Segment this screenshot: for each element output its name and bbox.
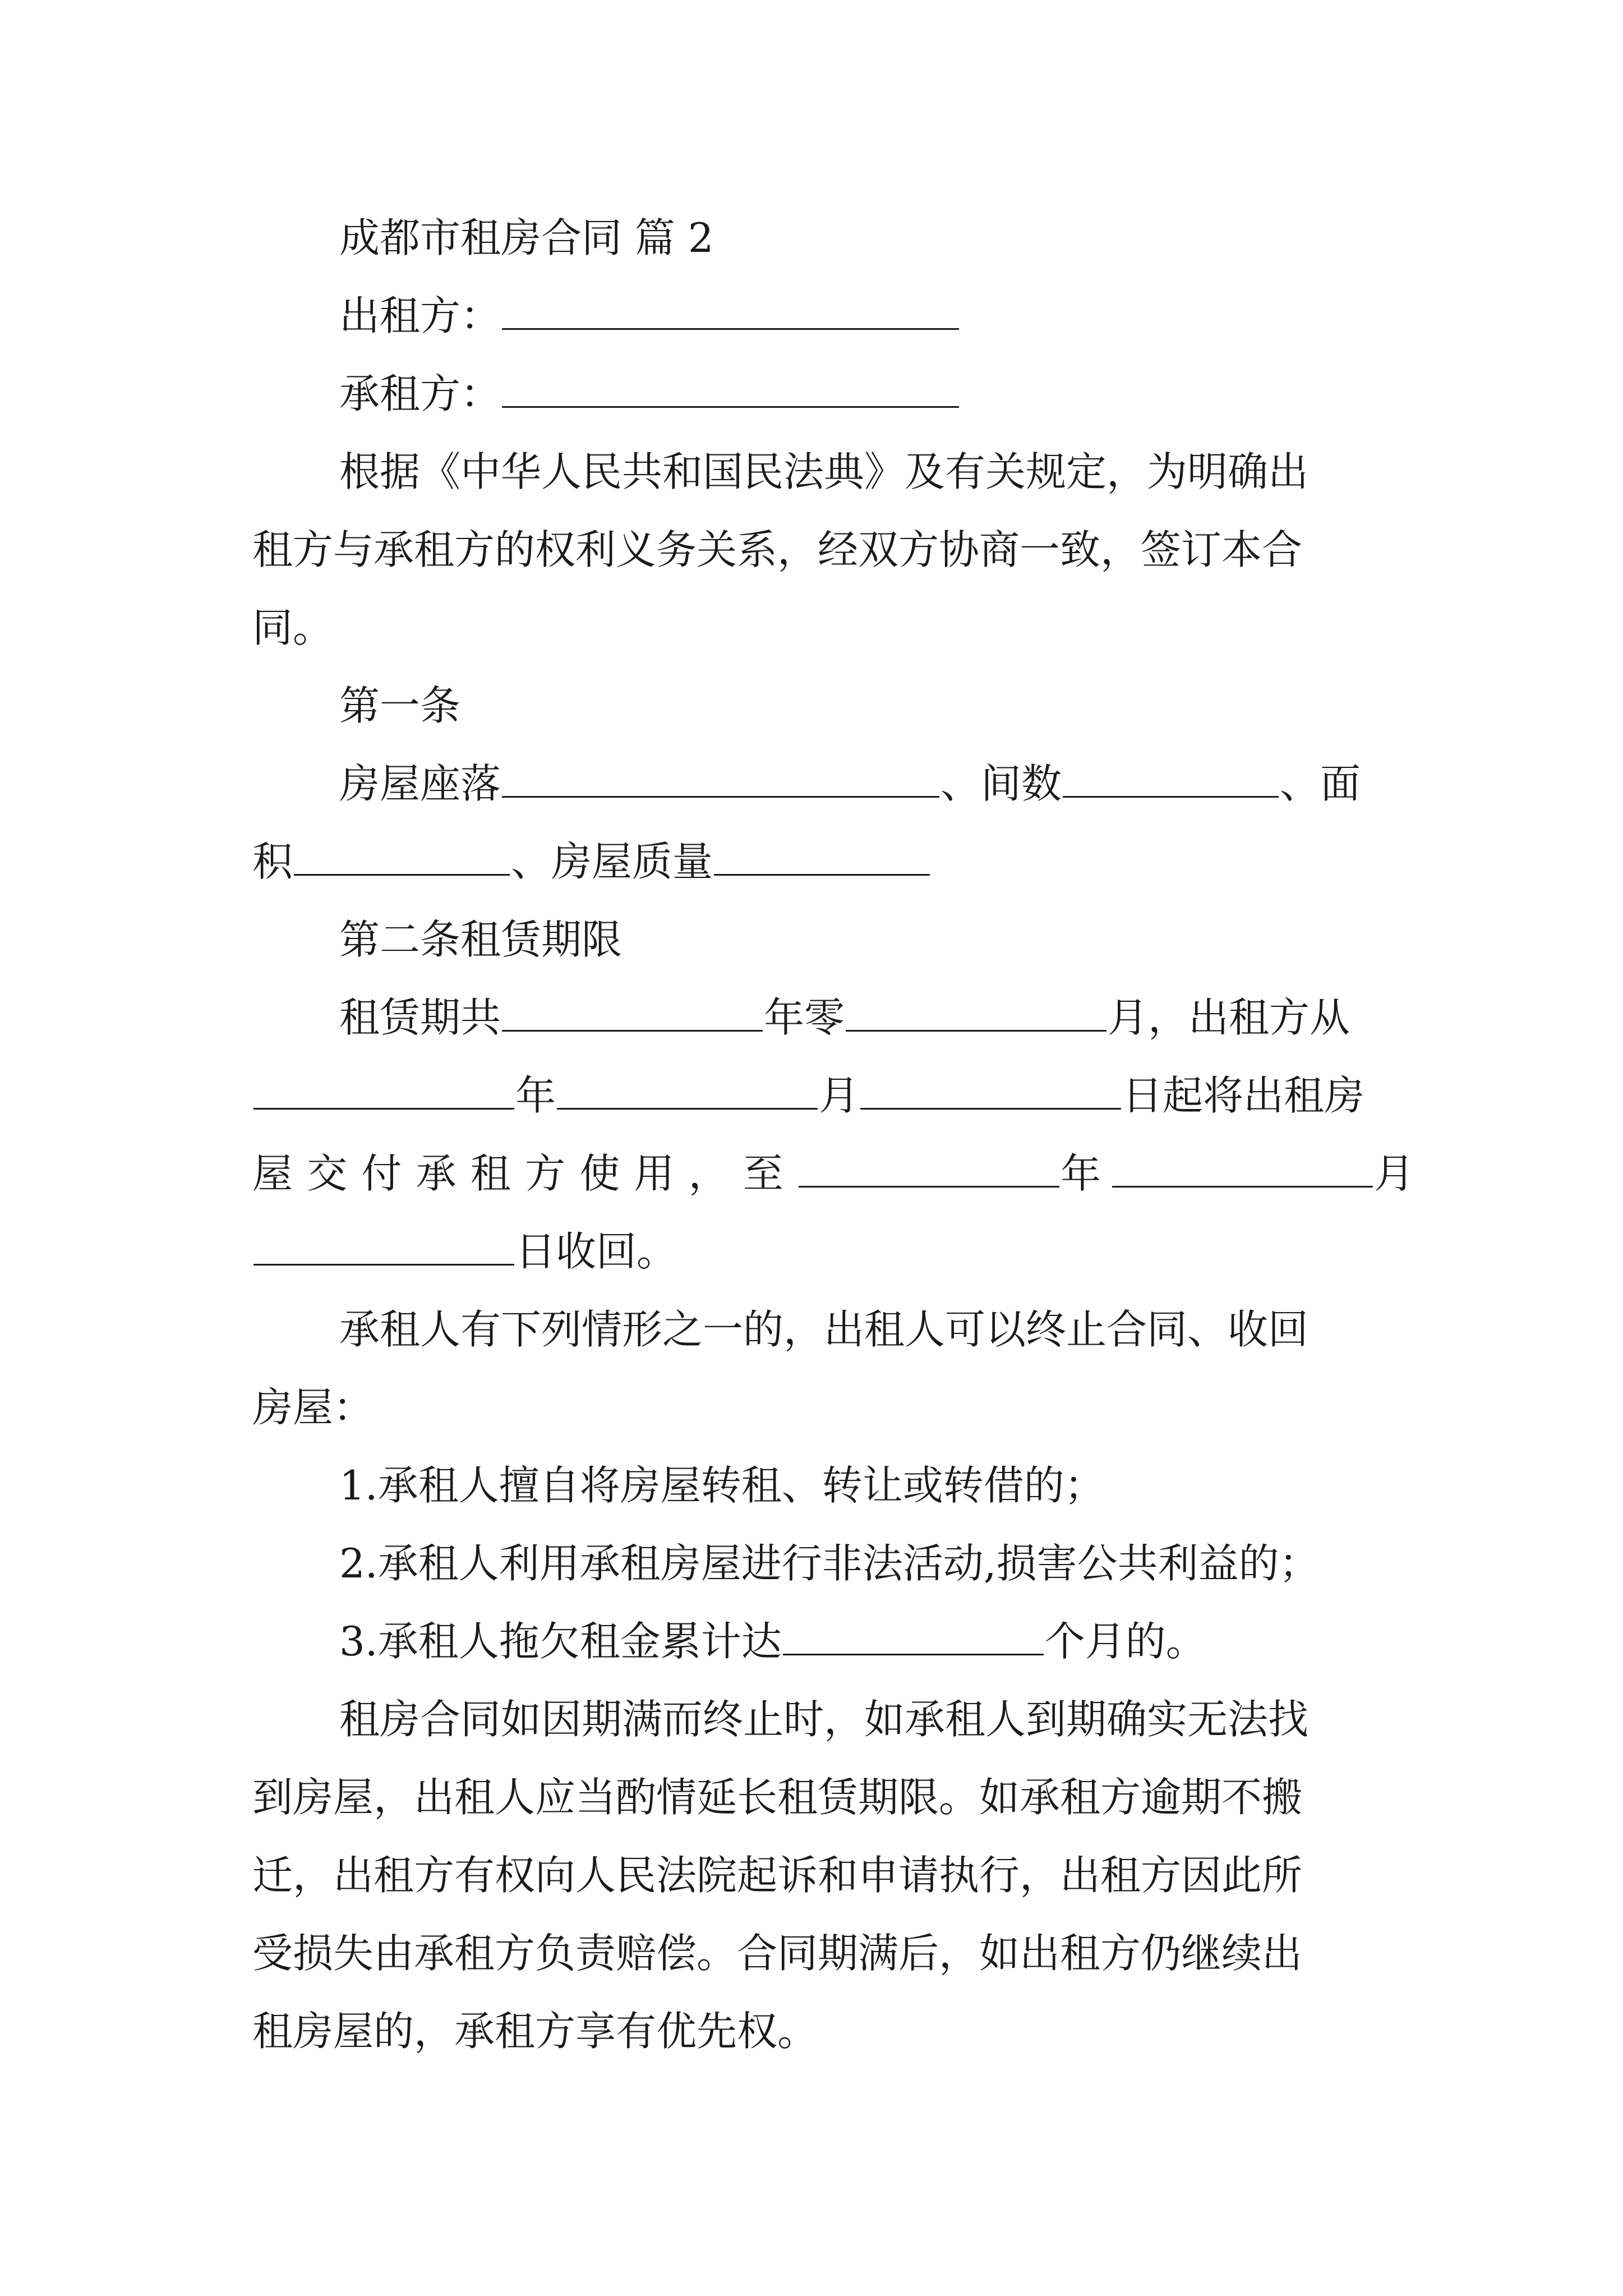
lessor-line <box>252 277 1391 355</box>
contract-title: 成都市租房合同 篇 2 <box>339 214 714 261</box>
termination-item-1: 1.承租人擅自将房屋转租、转让或转借的； <box>339 1462 1105 1509</box>
termination-item-3 <box>252 1603 1391 1681</box>
expiry-line-4: 受损失由承租方负责赔偿。合同期满后，如出租方仍继续出 <box>252 1930 1303 1977</box>
article2-line-3 <box>252 1135 1415 1213</box>
expiry-line-5: 租房屋的，承租方享有优先权。 <box>252 2008 818 2055</box>
preamble-line-1: 根据《中华人民共和国民法典》及有关规定，为明确出 <box>339 448 1309 495</box>
article2-heading: 第二条租赁期限 <box>339 916 623 963</box>
start-year-label: 年 <box>515 1072 556 1119</box>
start-month-blank[interactable] <box>557 1079 818 1110</box>
rooms-blank[interactable] <box>1063 767 1279 798</box>
term-label: 租赁期共 <box>339 994 501 1041</box>
lessor-blank[interactable] <box>502 299 959 330</box>
contract-body <box>252 199 1415 2070</box>
lessee-line <box>252 355 1391 433</box>
start-year-blank[interactable] <box>253 1079 514 1110</box>
expiry-line-3: 迁，出租方有权向人民法院起诉和申请执行，出租方因此所 <box>252 1852 1303 1899</box>
year-zero-label: 年零 <box>764 994 845 1041</box>
article1-line-2 <box>252 823 1391 901</box>
term-months-blank[interactable] <box>846 1001 1106 1032</box>
expiry-line-2: 到房屋，出租人应当酌情延长租赁期限。如承租方逾期不搬 <box>252 1774 1303 1821</box>
day-return-label: 日收回。 <box>515 1228 677 1275</box>
arrears-months-blank[interactable] <box>783 1625 1044 1655</box>
item3-suffix: 个月的。 <box>1044 1618 1206 1665</box>
termination-intro-1: 承租人有下列情形之一的，出租人可以终止合同、收回 <box>339 1306 1309 1353</box>
article2-line-1 <box>252 979 1391 1057</box>
start-day-blank[interactable] <box>860 1079 1121 1110</box>
area-prefix: 、面 <box>1280 760 1361 807</box>
area-blank[interactable] <box>294 845 510 876</box>
article1-line-1 <box>252 745 1391 823</box>
article2-line-2 <box>252 1057 1391 1135</box>
day-deliver-label: 日起将出租房 <box>1122 1072 1365 1119</box>
quality-label: 、房屋质量 <box>511 838 713 885</box>
end-year-blank[interactable] <box>799 1157 1059 1188</box>
expiry-line-1: 租房合同如因期满而终止时，如承租人到期确实无法找 <box>339 1696 1309 1743</box>
termination-intro-2: 房屋： <box>252 1384 374 1431</box>
deliver-prefix: 屋交付承租方使用，至 <box>252 1150 798 1197</box>
termination-item-2: 2.承租人利用承租房屋进行非法活动,损害公共利益的； <box>339 1540 1320 1587</box>
end-year-label: 年 <box>1061 1150 1101 1197</box>
preamble-line-3: 同。 <box>252 604 334 651</box>
article1-heading: 第一条 <box>339 682 461 729</box>
article2-line-4 <box>252 1213 1391 1291</box>
location-blank[interactable] <box>502 767 939 798</box>
area-label: 积 <box>252 838 293 885</box>
lessee-blank[interactable] <box>502 377 959 408</box>
quality-blank[interactable] <box>714 845 930 876</box>
end-month-blank[interactable] <box>1112 1157 1373 1188</box>
preamble-line-2: 租方与承租方的权利义务关系，经双方协商一致，签订本合 <box>252 526 1303 573</box>
month-from-label: 月，出租方从 <box>1108 994 1350 1041</box>
end-month-label: 月 <box>1374 1150 1415 1197</box>
lessee-label: 承租方： <box>339 370 501 417</box>
location-label: 房屋座落 <box>339 760 501 807</box>
start-month-label: 月 <box>819 1072 860 1119</box>
term-years-blank[interactable] <box>502 1001 763 1032</box>
rooms-label: 、间数 <box>940 760 1062 807</box>
end-day-blank[interactable] <box>253 1235 514 1266</box>
lessor-label: 出租方： <box>339 292 501 339</box>
item3-prefix: 3.承租人拖欠租金累计达 <box>339 1618 782 1665</box>
